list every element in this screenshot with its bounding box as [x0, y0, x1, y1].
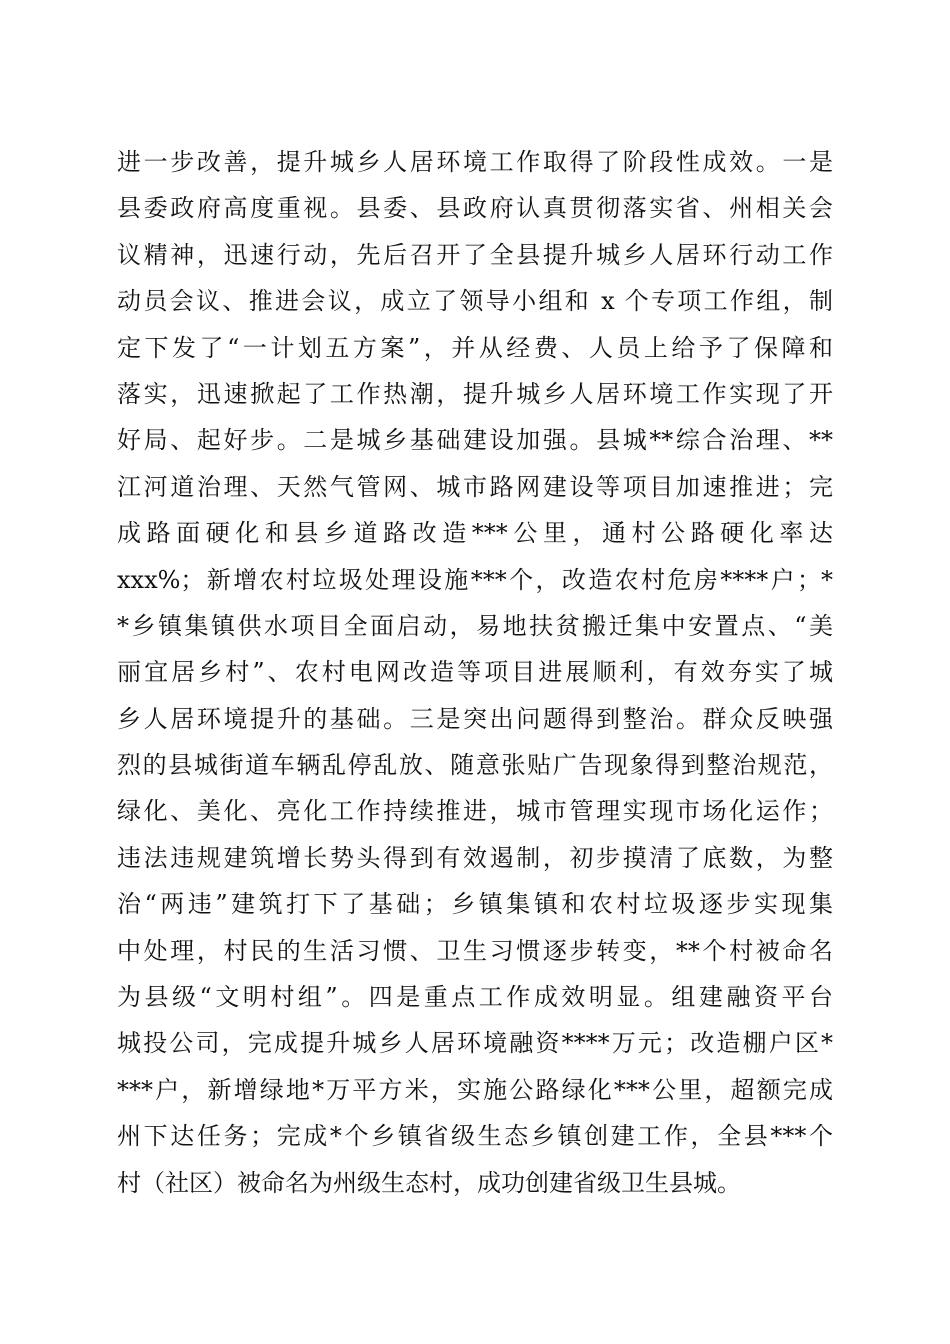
text-line: 定下发了“一计划五方案”，并从经费、人员上给予了保障和 [117, 333, 833, 362]
text-line: ***户，新增绿地*万平方米，实施公路绿化***公里，超额完成 [117, 1075, 833, 1104]
text-line: 治“两违”建筑打下了基础；乡镇集镇和农村垃圾逐步实现集 [117, 890, 833, 919]
text-line: 乡人居环境提升的基础。三是突出问题得到整治。群众反映强 [117, 704, 833, 733]
text-line: 进一步改善，提升城乡人居环境工作取得了阶段性成效。一是 [117, 148, 833, 176]
text-line: 落实，迅速掀起了工作热潮，提升城乡人居环境工作实现了开 [117, 379, 833, 408]
text-line: 江河道治理、天然气管网、城市路网建设等项目加速推进；完 [117, 472, 833, 501]
text-line: 丽宜居乡村”、农村电网改造等项目进展顺利，有效夯实了城 [117, 658, 833, 687]
text-line: 动员会议、推进会议，成立了领导小组和 x 个专项工作组，制 [117, 287, 833, 316]
text-line: 绿化、美化、亮化工作持续推进，城市管理实现市场化运作； [117, 797, 833, 826]
text-line: 中处理，村民的生活习惯、卫生习惯逐步转变，**个村被命名 [117, 936, 833, 965]
text-line: 烈的县城街道车辆乱停乱放、随意张贴广告现象得到整治规范， [117, 751, 833, 780]
text-line: 成路面硬化和县乡道路改造***公里，通村公路硬化率达 [117, 519, 833, 548]
text-line: 县委政府高度重视。县委、县政府认真贯彻落实省、州相关会 [117, 194, 833, 223]
body-paragraph [117, 139, 833, 1206]
text-line: 违法违规建筑增长势头得到有效遏制，初步摸清了底数，为整 [117, 843, 833, 872]
text-line: *乡镇集镇供水项目全面启动，易地扶贫搬迁集中安置点、“美 [117, 611, 833, 640]
text-line: 好局、起好步。二是城乡基础建设加强。县城**综合治理、** [117, 426, 833, 455]
text-line: 州下达任务；完成*个乡镇省级生态乡镇创建工作，全县***个 [117, 1122, 833, 1151]
text-line: 为县级“文明村组”。四是重点工作成效明显。组建融资平台 [117, 983, 833, 1012]
text-line: xxx%；新增农村垃圾处理设施***个，改造农村危房****户；* [117, 565, 833, 594]
text-line: 村（社区）被命名为州级生态村，成功创建省级卫生县城。 [117, 1168, 741, 1197]
text-line: 城投公司，完成提升城乡人居环境融资****万元；改造棚户区* [117, 1029, 833, 1058]
text-line: 议精神，迅速行动，先后召开了全县提升城乡人居环行动工作 [117, 240, 833, 269]
